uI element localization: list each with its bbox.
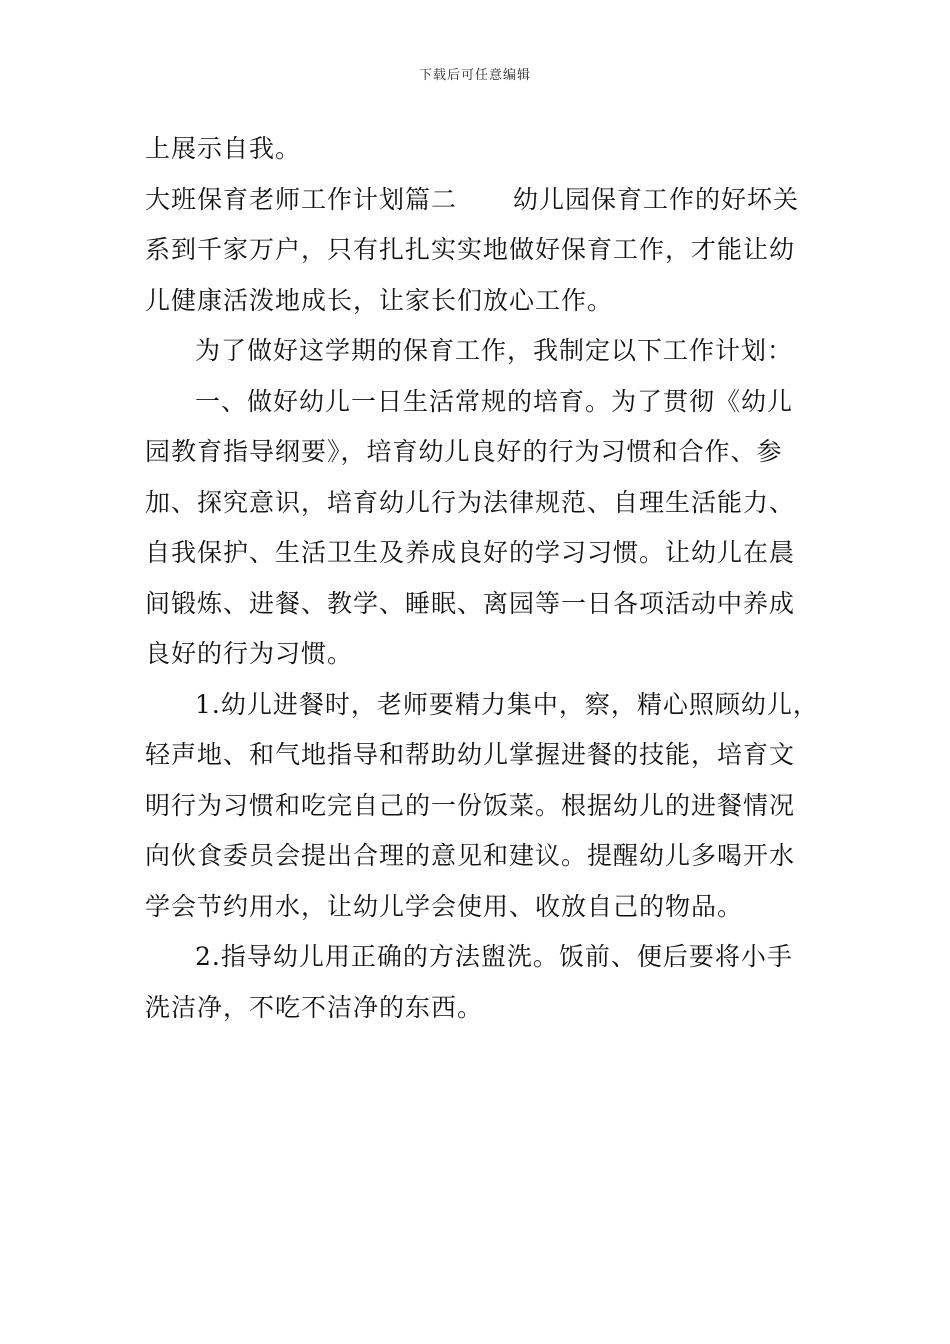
paragraph-first-line: 1.幼儿进餐时，老师要精力集中，察，精心照顾幼儿， <box>195 689 819 719</box>
text-line: 轻声地、和气地指导和帮助幼儿掌握进餐的技能，培育文 <box>145 740 796 769</box>
document-body <box>145 124 819 1033</box>
text-line: 间锻炼、进餐、教学、睡眠、离园等一日各项活动中养成 <box>145 588 796 618</box>
text-line: 儿健康活泼地成长，让家长们放心工作。 <box>145 285 614 315</box>
paragraph-first-line: 2.指导幼儿用正确的方法盥洗。饭前、便后要将小手 <box>195 942 793 971</box>
section-title: 大班保育老师工作计划篇二 <box>145 184 458 214</box>
text-line: 园教育指导纲要》，培育幼儿良好的行为习惯和合作、参 <box>145 437 783 466</box>
section-heading-line <box>145 175 810 226</box>
text-line: 自我保护、生活卫生及养成良好的学习习惯。让幼儿在晨 <box>145 538 796 567</box>
text-line: 系到千家万户，只有扎扎实实地做好保育工作，才能让幼 <box>145 235 796 264</box>
paragraph-first-line: 一、做好幼儿一日生活常规的培育。为了贯彻《幼儿 <box>195 386 794 416</box>
text-line: 良好的行为习惯。 <box>145 639 354 668</box>
text-line: 向伙食委员会提出合理的意见和建议。提醒幼儿多喝开水 <box>145 841 796 870</box>
text-line: 上展示自我。 <box>145 134 302 163</box>
text-line: 学会节约用水，让幼儿学会使用、收放自己的物品。 <box>145 891 744 921</box>
text-line: 洗洁净，不吃不洁净的东西。 <box>145 992 484 1022</box>
text-fragment: 幼儿园保育工作的好坏关 <box>513 184 800 214</box>
page-header: 下载后可任意编辑 <box>418 68 531 83</box>
text-line: 明行为习惯和吃完自己的一份饭菜。根据幼儿的进餐情况 <box>145 790 796 820</box>
paragraph-first-line: 为了做好这学期的保育工作，我制定以下工作计划： <box>195 336 794 365</box>
text-line: 加、探究意识，培育幼儿行为法律规范、自理生活能力、 <box>145 487 796 517</box>
